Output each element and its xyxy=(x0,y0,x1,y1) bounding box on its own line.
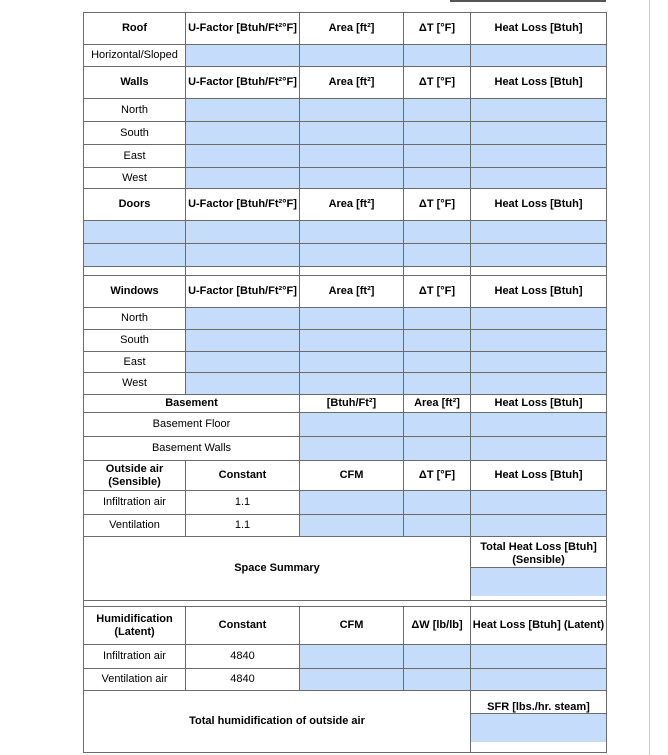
top-rule xyxy=(450,0,606,2)
doors-heatloss-input[interactable] xyxy=(471,221,607,244)
windows-dt-input[interactable] xyxy=(404,308,471,330)
windows-area-input[interactable] xyxy=(300,352,404,373)
space-summary-label: Space Summary xyxy=(84,537,471,601)
outside-air-row-label: Ventilation xyxy=(84,515,186,537)
windows-row xyxy=(84,352,607,373)
ufactor-header: U-Factor [Btuh/Ft²°F] xyxy=(186,13,300,45)
outside-air-cfm-input[interactable] xyxy=(300,515,404,537)
constant-header: Constant xyxy=(186,607,300,645)
delta-t-header: ΔT [°F] xyxy=(404,461,471,491)
outside-air-constant: 1.1 xyxy=(186,491,300,515)
humidification-dw-input[interactable] xyxy=(404,669,471,691)
walls-dt-input[interactable] xyxy=(404,99,471,122)
humidification-constant: 4840 xyxy=(186,669,300,691)
basement-row xyxy=(84,413,607,437)
roof-header-row xyxy=(84,13,607,45)
humidification-title: Humidification (Latent) xyxy=(84,607,186,645)
area-header: Area [ft²] xyxy=(300,276,404,308)
humidification-row xyxy=(84,645,607,669)
ufactor-header: U-Factor [Btuh/Ft²°F] xyxy=(186,276,300,308)
windows-row-label: South xyxy=(84,330,186,352)
windows-area-input[interactable] xyxy=(300,308,404,330)
windows-heatloss-input[interactable] xyxy=(471,373,607,395)
basement-heatloss-input[interactable] xyxy=(471,437,607,461)
delta-t-header: ΔT [°F] xyxy=(404,13,471,45)
doors-area-input[interactable] xyxy=(300,244,404,267)
windows-row-label: North xyxy=(84,308,186,330)
doors-ufactor-input[interactable] xyxy=(186,244,300,267)
outside-air-heatloss-input[interactable] xyxy=(471,491,607,515)
heat-loss-header: Heat Loss [Btuh] xyxy=(471,13,607,45)
windows-title: Windows xyxy=(84,276,186,308)
spacer-cell xyxy=(300,267,404,276)
windows-dt-input[interactable] xyxy=(404,373,471,395)
outside-air-row-label: Infiltration air xyxy=(84,491,186,515)
constant-header: Constant xyxy=(186,461,300,491)
outside-air-header-row xyxy=(84,461,607,491)
walls-row xyxy=(84,168,607,189)
windows-heatloss-input[interactable] xyxy=(471,308,607,330)
walls-row xyxy=(84,122,607,145)
spacer-cell xyxy=(186,267,300,276)
sfr-label: SFR [lbs./hr. steam] xyxy=(487,700,590,713)
heat-loss-header: Heat Loss [Btuh] xyxy=(471,189,607,221)
walls-row-label: East xyxy=(84,145,186,168)
walls-row-label: North xyxy=(84,99,186,122)
basement-heatloss-header: Heat Loss [Btuh] xyxy=(471,395,607,413)
walls-dt-input[interactable] xyxy=(404,122,471,145)
windows-dt-input[interactable] xyxy=(404,352,471,373)
windows-dt-input[interactable] xyxy=(404,330,471,352)
heat-loss-form xyxy=(83,12,607,753)
humidification-cfm-input[interactable] xyxy=(300,645,404,669)
cfm-header: CFM xyxy=(300,461,404,491)
windows-row-label: West xyxy=(84,373,186,395)
walls-ufactor-input[interactable] xyxy=(186,122,300,145)
walls-ufactor-input[interactable] xyxy=(186,168,300,189)
spacer-cell xyxy=(84,267,186,276)
ufactor-header: U-Factor [Btuh/Ft²°F] xyxy=(186,67,300,99)
walls-area-input[interactable] xyxy=(300,145,404,168)
basement-heatloss-input[interactable] xyxy=(471,413,607,437)
delta-w-header: ΔW [lb/lb] xyxy=(404,607,471,645)
humidification-heatloss-input[interactable] xyxy=(471,645,607,669)
doors-header-row xyxy=(84,189,607,221)
humidification-row-label: Infiltration air xyxy=(84,645,186,669)
outside-air-dt-input[interactable] xyxy=(404,491,471,515)
basement-btuh-input[interactable] xyxy=(300,437,404,461)
total-heat-loss-input[interactable] xyxy=(471,567,606,596)
basement-row-label: Basement Floor xyxy=(84,413,300,437)
heat-loss-header: Heat Loss [Btuh] xyxy=(471,67,607,99)
sfr-input[interactable] xyxy=(471,713,606,742)
walls-ufactor-input[interactable] xyxy=(186,99,300,122)
roof-heatloss-input[interactable] xyxy=(471,45,607,67)
humidification-row-label: Ventilation air xyxy=(84,669,186,691)
walls-row xyxy=(84,145,607,168)
latent-heat-loss-header: Heat Loss [Btuh] (Latent) xyxy=(471,607,607,645)
walls-dt-input[interactable] xyxy=(404,145,471,168)
basement-btuh-input[interactable] xyxy=(300,413,404,437)
roof-area-input[interactable] xyxy=(300,45,404,67)
walls-ufactor-input[interactable] xyxy=(186,145,300,168)
humidification-cfm-input[interactable] xyxy=(300,669,404,691)
walls-row-label: West xyxy=(84,168,186,189)
doors-dt-input[interactable] xyxy=(404,244,471,267)
basement-header-row xyxy=(84,395,607,413)
roof-dt-input[interactable] xyxy=(404,45,471,67)
basement-row xyxy=(84,437,607,461)
outside-air-cfm-input[interactable] xyxy=(300,491,404,515)
doors-ufactor-input[interactable] xyxy=(186,221,300,244)
windows-area-input[interactable] xyxy=(300,330,404,352)
windows-row xyxy=(84,308,607,330)
delta-t-header: ΔT [°F] xyxy=(404,276,471,308)
space-summary-total-cell xyxy=(471,537,607,601)
outside-air-constant: 1.1 xyxy=(186,515,300,537)
windows-header-row xyxy=(84,276,607,308)
walls-header-row xyxy=(84,67,607,99)
delta-t-header: ΔT [°F] xyxy=(404,67,471,99)
doors-title: Doors xyxy=(84,189,186,221)
ufactor-header: U-Factor [Btuh/Ft²°F] xyxy=(186,189,300,221)
sfr-cell xyxy=(471,691,607,753)
humidification-dw-input[interactable] xyxy=(404,645,471,669)
windows-heatloss-input[interactable] xyxy=(471,352,607,373)
windows-ufactor-input[interactable] xyxy=(186,330,300,352)
windows-heatloss-input[interactable] xyxy=(471,330,607,352)
walls-dt-input[interactable] xyxy=(404,168,471,189)
doors-label-input[interactable] xyxy=(84,244,186,267)
walls-title: Walls xyxy=(84,67,186,99)
spacer-row xyxy=(84,267,607,276)
heat-loss-header: Heat Loss [Btuh] xyxy=(471,276,607,308)
basement-area-header: Area [ft²] xyxy=(404,395,471,413)
basement-area-input[interactable] xyxy=(404,437,471,461)
walls-row xyxy=(84,99,607,122)
walls-area-input[interactable] xyxy=(300,99,404,122)
outside-air-row xyxy=(84,515,607,537)
walls-heatloss-input[interactable] xyxy=(471,122,607,145)
area-header: Area [ft²] xyxy=(300,13,404,45)
cfm-header: CFM xyxy=(300,607,404,645)
windows-row xyxy=(84,330,607,352)
area-header: Area [ft²] xyxy=(300,189,404,221)
basement-title: Basement xyxy=(84,395,300,413)
heat-loss-header: Heat Loss [Btuh] xyxy=(471,461,607,491)
walls-heatloss-input[interactable] xyxy=(471,99,607,122)
spacer-cell xyxy=(404,267,471,276)
walls-row-label: South xyxy=(84,122,186,145)
outside-air-row xyxy=(84,491,607,515)
outside-air-title: Outside air (Sensible) xyxy=(84,461,186,491)
humidification-heatloss-input[interactable] xyxy=(471,669,607,691)
roof-ufactor-input[interactable] xyxy=(186,45,300,67)
doors-area-input[interactable] xyxy=(300,221,404,244)
walls-area-input[interactable] xyxy=(300,168,404,189)
windows-ufactor-input[interactable] xyxy=(186,373,300,395)
roof-row xyxy=(84,45,607,67)
basement-row-label: Basement Walls xyxy=(84,437,300,461)
doors-heatloss-input[interactable] xyxy=(471,244,607,267)
walls-heatloss-input[interactable] xyxy=(471,168,607,189)
doors-row xyxy=(84,244,607,267)
walls-area-input[interactable] xyxy=(300,122,404,145)
walls-heatloss-input[interactable] xyxy=(471,145,607,168)
outside-air-dt-input[interactable] xyxy=(404,515,471,537)
windows-ufactor-input[interactable] xyxy=(186,308,300,330)
delta-t-header: ΔT [°F] xyxy=(404,189,471,221)
basement-btuh-header: [Btuh/Ft²] xyxy=(300,395,404,413)
humidification-summary-row xyxy=(84,691,607,753)
basement-area-input[interactable] xyxy=(404,413,471,437)
doors-dt-input[interactable] xyxy=(404,221,471,244)
spacer-cell xyxy=(471,267,607,276)
humidification-header-row xyxy=(84,607,607,645)
windows-ufactor-input[interactable] xyxy=(186,352,300,373)
outside-air-heatloss-input[interactable] xyxy=(471,515,607,537)
area-header: Area [ft²] xyxy=(300,67,404,99)
humidification-summary-label: Total humidification of outside air xyxy=(84,691,471,753)
windows-area-input[interactable] xyxy=(300,373,404,395)
windows-row-label: East xyxy=(84,352,186,373)
windows-row xyxy=(84,373,607,395)
humidification-row xyxy=(84,669,607,691)
roof-row-label: Horizontal/Sloped xyxy=(84,45,186,67)
humidification-constant: 4840 xyxy=(186,645,300,669)
doors-label-input[interactable] xyxy=(84,221,186,244)
roof-title: Roof xyxy=(84,13,186,45)
space-summary-row xyxy=(84,537,607,601)
total-heat-loss-label: Total Heat Loss [Btuh] (Sensible) xyxy=(480,541,597,566)
doors-row xyxy=(84,221,607,244)
